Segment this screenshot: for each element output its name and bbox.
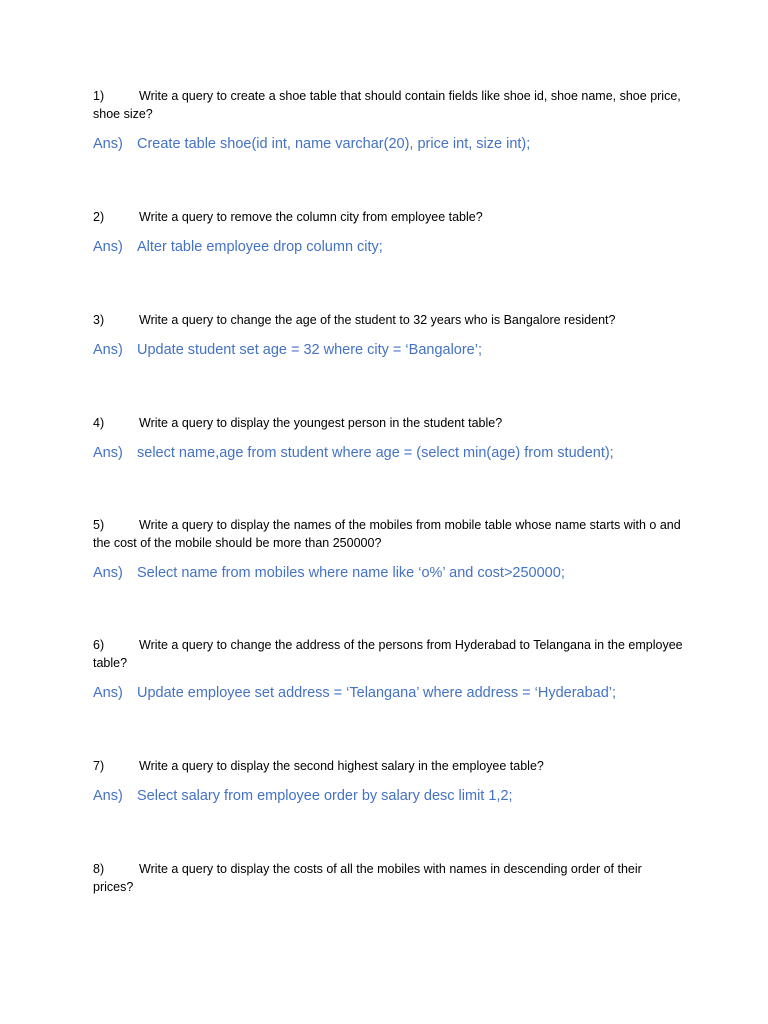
question-1 (93, 87, 683, 123)
answer-label: Ans) (93, 342, 123, 358)
answer-text: Update student set age = 32 where city = ‘Bangalore’; (137, 342, 482, 358)
answer-label: Ans) (93, 788, 123, 804)
answer-text: Update employee set address = ‘Telangana’ where address = ‘Hyderabad’; (137, 685, 617, 701)
question-text: Write a query to display the names of the mobiles from mobile table whose name starts with o and the cost of the mobile should be more than 250000? (93, 518, 681, 550)
question-7 (93, 757, 683, 775)
answer-label: Ans) (93, 445, 123, 461)
question-text: Write a query to display the second highest salary in the employee table? (139, 759, 544, 773)
answer-text: select name,age from student where age = (select min(age) from student); (137, 445, 614, 461)
question-text: Write a query to remove the column city from employee table? (139, 210, 483, 224)
qa-item-2 (93, 208, 683, 256)
answer-3 (93, 341, 683, 359)
question-number: 5) (93, 518, 105, 532)
qa-item-4 (93, 414, 683, 462)
answer-label: Ans) (93, 239, 123, 255)
question-6 (93, 636, 683, 672)
answer-1 (93, 135, 683, 153)
answer-text: Select name from mobiles where name like ‘o%’ and cost>250000; (137, 565, 565, 581)
answer-label: Ans) (93, 685, 123, 701)
qa-item-6 (93, 636, 683, 702)
question-8 (93, 860, 683, 896)
answer-label: Ans) (93, 565, 123, 581)
answer-6 (93, 684, 683, 702)
question-text: Write a query to display the youngest person in the student table? (139, 416, 503, 430)
question-5 (93, 516, 683, 552)
question-number: 8) (93, 862, 105, 876)
answer-2 (93, 238, 683, 256)
question-4 (93, 414, 683, 432)
qa-item-7 (93, 757, 683, 805)
question-number: 7) (93, 759, 105, 773)
question-number: 6) (93, 638, 105, 652)
qa-item-8 (93, 860, 683, 896)
answer-7 (93, 787, 683, 805)
question-text: Write a query to display the costs of all the mobiles with names in descending order of their prices? (93, 862, 642, 894)
question-text: Write a query to change the age of the student to 32 years who is Bangalore resident? (139, 313, 616, 327)
answer-label: Ans) (93, 136, 123, 152)
question-text: Write a query to create a shoe table that should contain fields like shoe id, shoe name, shoe price, shoe size? (93, 89, 681, 121)
answer-4 (93, 444, 683, 462)
question-number: 4) (93, 416, 105, 430)
question-number: 2) (93, 210, 105, 224)
question-2 (93, 208, 683, 226)
question-number: 3) (93, 313, 105, 327)
answer-text: Create table shoe(id int, name varchar(20), price int, size int); (137, 136, 531, 152)
answer-5 (93, 564, 683, 582)
question-text: Write a query to change the address of the persons from Hyderabad to Telangana in the employee table? (93, 638, 683, 670)
qa-item-1 (93, 87, 683, 153)
answer-text: Select salary from employee order by salary desc limit 1,2; (137, 788, 513, 804)
question-number: 1) (93, 89, 105, 103)
qa-item-5 (93, 516, 683, 582)
question-3 (93, 311, 683, 329)
answer-text: Alter table employee drop column city; (137, 239, 383, 255)
qa-item-3 (93, 311, 683, 359)
